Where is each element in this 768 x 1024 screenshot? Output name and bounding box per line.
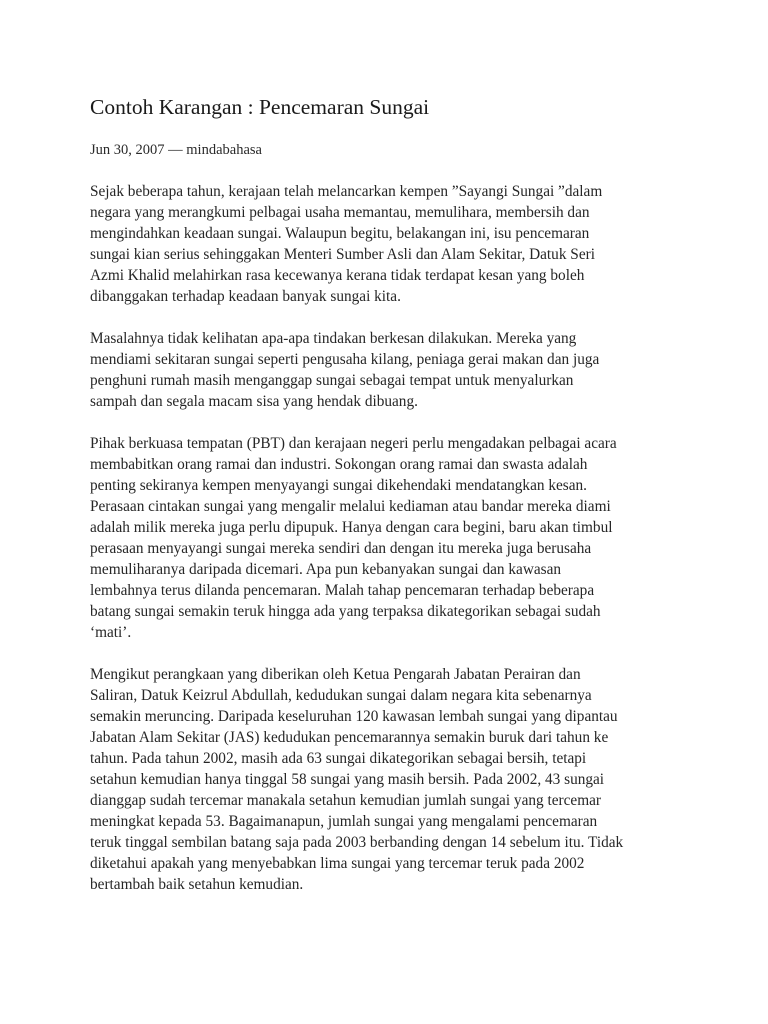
paragraph-line: dibanggakan terhadap keadaan banyak sungai kita. <box>90 288 401 305</box>
paragraph-line: Perasaan cintakan sungai yang mengalir melalui kediaman atau bandar mereka diami <box>90 498 611 515</box>
paragraph-line: mengindahkan keadaan sungai. Walaupun begitu, belakangan ini, isu pencemaran <box>90 225 590 242</box>
paragraph-line: memuliharanya daripada dicemari. Apa pun kebanyakan sungai dan kawasan <box>90 561 562 578</box>
paragraph-line: setahun kemudian hanya tinggal 58 sungai yang masih bersih. Pada 2002, 43 sungai <box>90 771 605 788</box>
paragraph-line: membabitkan orang ramai dan industri. Sokongan orang ramai dan swasta adalah <box>90 456 588 473</box>
paragraph-line: Saliran, Datuk Keizrul Abdullah, kedudukan sungai dalam negara kita sebenarnya <box>90 687 592 704</box>
article-title: Contoh Karangan : Pencemaran Sungai <box>90 95 430 119</box>
article <box>90 92 680 916</box>
paragraph-1 <box>90 181 680 307</box>
paragraph-line: sampah dan segala macam sisa yang hendak dibuang. <box>90 393 418 410</box>
paragraph-line: penting sekiranya kempen menyayangi sungai dikehendaki mendatangkan kesan. <box>90 477 587 494</box>
paragraph-line: adalah milik mereka juga perlu dipupuk. Hanya dengan cara begini, baru akan timbul <box>90 519 613 536</box>
paragraph-line: Jabatan Alam Sekitar (JAS) kedudukan pencemarannya semakin buruk dari tahun ke <box>90 729 609 746</box>
paragraph-line: diketahui apakah yang menyebabkan lima sungai yang tercemar teruk pada 2002 <box>90 855 585 872</box>
article-body <box>90 181 680 895</box>
paragraph-line: sungai kian serius sehinggakan Menteri Sumber Asli dan Alam Sekitar, Datuk Seri <box>90 246 595 263</box>
paragraph-line: ‘mati’. <box>90 624 132 641</box>
article-meta: Jun 30, 2007 — mindabahasa <box>90 142 262 158</box>
paragraph-3 <box>90 433 680 643</box>
paragraph-line: teruk tinggal sembilan batang saja pada 2003 berbanding dengan 14 sebelum itu. Tidak <box>90 834 624 851</box>
paragraph-line: bertambah baik setahun kemudian. <box>90 876 304 893</box>
paragraph-line: lembahnya terus dilanda pencemaran. Malah tahap pencemaran terhadap beberapa <box>90 582 595 599</box>
paragraph-4 <box>90 664 680 895</box>
paragraph-line: Masalahnya tidak kelihatan apa-apa tindakan berkesan dilakukan. Mereka yang <box>90 330 577 347</box>
paragraph-line: Sejak beberapa tahun, kerajaan telah melancarkan kempen ”Sayangi Sungai ”dalam <box>90 183 603 200</box>
paragraph-line: Azmi Khalid melahirkan rasa kecewanya kerana tidak terdapat kesan yang boleh <box>90 267 585 284</box>
paragraph-line: mendiami sekitaran sungai seperti pengusaha kilang, peniaga gerai makan dan juga <box>90 351 600 368</box>
paragraph-line: penghuni rumah masih menganggap sungai sebagai tempat untuk menyalurkan <box>90 372 574 389</box>
paragraph-line: Pihak berkuasa tempatan (PBT) dan kerajaan negeri perlu mengadakan pelbagai acara <box>90 435 617 452</box>
paragraph-line: semakin meruncing. Daripada keseluruhan 120 kawasan lembah sungai yang dipantau <box>90 708 618 725</box>
paragraph-line: negara yang merangkumi pelbagai usaha memantau, memulihara, membersih dan <box>90 204 590 221</box>
paragraph-line: meningkat kepada 53. Bagaimanapun, jumlah sungai yang mengalami pencemaran <box>90 813 598 830</box>
paragraph-line: perasaan menyayangi sungai mereka sendiri dan dengan itu mereka juga berusaha <box>90 540 592 557</box>
paragraph-line: batang sungai semakin teruk hingga ada yang terpaksa dikategorikan sebagai sudah <box>90 603 601 620</box>
paragraph-line: dianggap sudah tercemar manakala setahun kemudian jumlah sungai yang tercemar <box>90 792 601 809</box>
paragraph-line: Mengikut perangkaan yang diberikan oleh Ketua Pengarah Jabatan Perairan dan <box>90 666 581 683</box>
paragraph-2 <box>90 328 680 412</box>
paragraph-line: tahun. Pada tahun 2002, masih ada 63 sungai dikategorikan sebagai bersih, tetapi <box>90 750 587 767</box>
